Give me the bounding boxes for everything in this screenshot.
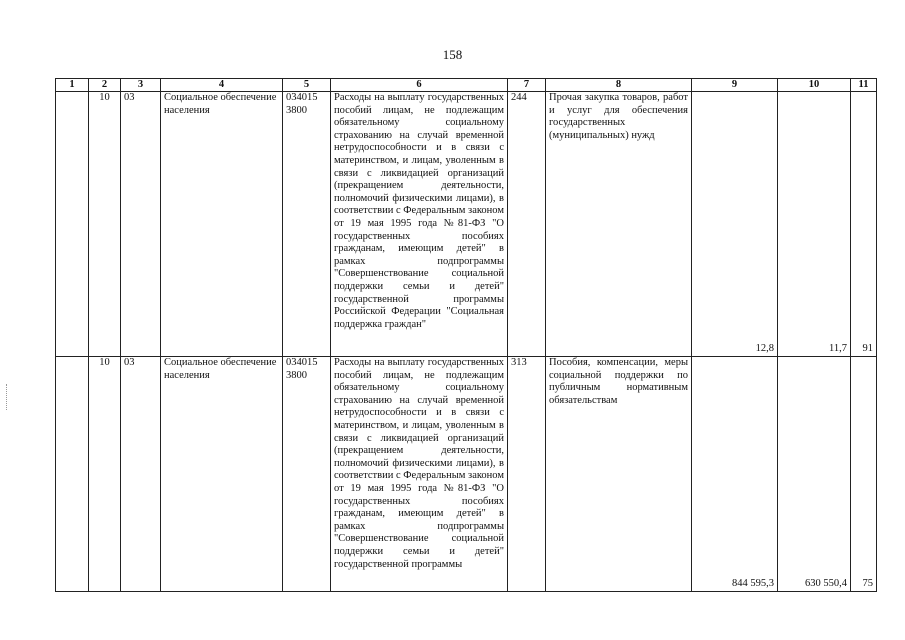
header-col-1: 1 [56, 79, 89, 92]
header-col-8: 8 [546, 79, 692, 92]
cell-section: 10 [89, 357, 121, 592]
header-col-9: 9 [692, 79, 778, 92]
header-row [56, 79, 877, 92]
cell-expense-type-code: 244 [508, 92, 546, 357]
cell-col-1 [56, 92, 89, 357]
cell-expense-type-name: Пособия, компенсации, меры социальной поддержки по публичным нормативным обязательствам [546, 357, 692, 592]
header-col-2: 2 [89, 79, 121, 92]
header-col-5: 5 [283, 79, 331, 92]
header-col-4: 4 [161, 79, 283, 92]
cell-subsection: 03 [121, 92, 161, 357]
cell-section: 10 [89, 92, 121, 357]
cell-amount-col-9: 844 595,3 [692, 357, 778, 592]
cell-subsection: 03 [121, 357, 161, 592]
header-col-3: 3 [121, 79, 161, 92]
header-col-11: 11 [851, 79, 877, 92]
cell-expense-description: Расходы на выплату государственных пособий лицам, не подлежащим обязательному социальному страхованию на случай временной нетрудоспособности и в связи с материнством, и лицам, уволенным в связи с ликвидацией организаций (прекращением деятельности, полномочий физическими лицами), в соответствии с Федеральным законом от 19 мая 1995 года №81-ФЗ "О государственных пособиях гражданам, имеющим детей" в рамках подпрограммы "Совершенствование социальной поддержки семьи и детей" государственной программы [331, 357, 508, 592]
cell-col-1 [56, 357, 89, 592]
cell-expense-type-name: Прочая закупка товаров, работ и услуг для обеспечения государственных (муниципальных) нужд [546, 92, 692, 357]
scan-margin-mark [6, 384, 8, 410]
table-row [56, 92, 877, 357]
cell-target-code: 034015 3800 [283, 357, 331, 592]
cell-target-code: 034015 3800 [283, 92, 331, 357]
cell-amount-col-10: 630 550,4 [778, 357, 851, 592]
header-col-10: 10 [778, 79, 851, 92]
cell-expense-description: Расходы на выплату государственных пособий лицам, не подлежащим обязательному социальному страхованию на случай временной нетрудоспособности и в связи с материнством, и лицам, уволенным в связи с ликвидацией организаций (прекращением деятельности, полномочий физическими лицами), в соответствии с Федеральным законом от 19 мая 1995 года №81-ФЗ "О государственных пособиях гражданам, имеющим детей" в рамках подпрограммы "Совершенствование социальной поддержки семьи и детей" государственной программы Российской Федерации "Социальная поддержка граждан" [331, 92, 508, 357]
header-col-7: 7 [508, 79, 546, 92]
cell-percent-col-11: 91 [851, 92, 877, 357]
cell-amount-col-9: 12,8 [692, 92, 778, 357]
page-number: 158 [442, 47, 463, 62]
cell-section-name: Социальное обеспечение населения [161, 92, 283, 357]
cell-amount-col-10: 11,7 [778, 92, 851, 357]
table-row [56, 357, 877, 592]
cell-percent-col-11: 75 [851, 357, 877, 592]
cell-section-name: Социальное обеспечение населения [161, 357, 283, 592]
budget-table [55, 78, 877, 592]
header-col-6: 6 [331, 79, 508, 92]
cell-expense-type-code: 313 [508, 357, 546, 592]
